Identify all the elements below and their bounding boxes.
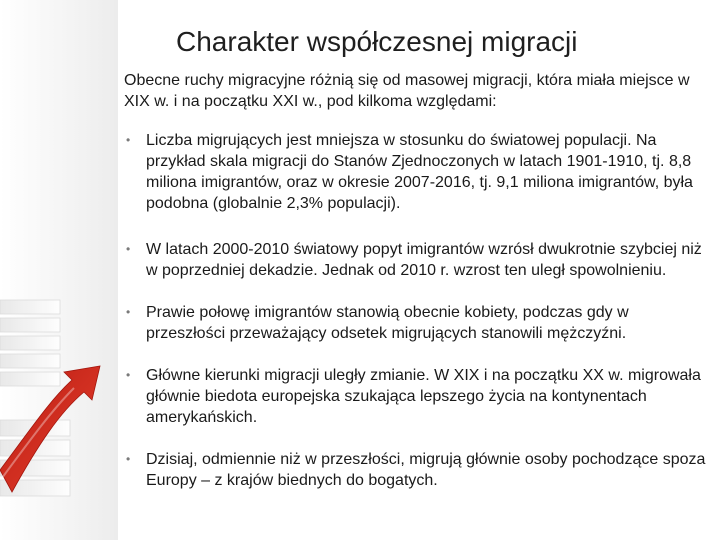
bullet-item — [124, 239, 710, 281]
bullet-text: Prawie połowę imigrantów stanowią obecnie kobiety, podczas gdy w przeszłości przeważający odsetek migrujących stanowili mężczyźni. — [146, 304, 629, 342]
rising-arrow-graphic — [0, 0, 118, 540]
intro-paragraph: Obecne ruchy migracyjne różnią się od masowej migracji, która miała miejsce w XIX w. i na początku XXI w., pod kilkoma względami: — [124, 72, 690, 110]
bullet-dot-icon: • — [126, 242, 131, 256]
slide-title: Charakter współczesnej migracji — [176, 26, 578, 57]
bullet-dot-icon: • — [126, 305, 131, 319]
bullet-text: Główne kierunki migracji uległy zmianie. W XIX i na początku XX w. migrowała głównie biedota europejska szukająca lepszego życia na kontynentach amerykańskich. — [146, 367, 701, 426]
bullet-item — [124, 130, 710, 214]
bullet-dot-icon: • — [126, 133, 131, 147]
bullet-text: Dzisiaj, odmiennie niż w przeszłości, migrują głównie osoby pochodzące spoza Europy – z krajów biednych do bogatych. — [146, 451, 706, 489]
slide-content — [118, 0, 720, 540]
bullet-text: Liczba migrujących jest mniejsza w stosunku do światowej populacji. Na przykład skala migracji do Stanów Zjednoczonych w latach 1901-1910, tj. 8,8 miliona imigrantów, oraz w okresie 2007-2016, tj. 9,1 miliona imigrantów, była podobna (globalnie 2,3% populacji). — [146, 132, 693, 212]
bullet-item — [124, 449, 710, 491]
bullet-text: W latach 2000-2010 światowy popyt imigrantów wzrósł dwukrotnie szybciej niż w poprzedniej dekadzie. Jednak od 2010 r. wzrost ten uległ spowolnieniu. — [146, 241, 702, 279]
bullet-list — [124, 130, 710, 512]
bullet-dot-icon: • — [126, 368, 131, 382]
bullet-dot-icon: • — [126, 452, 131, 466]
decorative-side-image — [0, 0, 118, 540]
bullet-item — [124, 302, 710, 344]
bullet-item — [124, 365, 710, 428]
